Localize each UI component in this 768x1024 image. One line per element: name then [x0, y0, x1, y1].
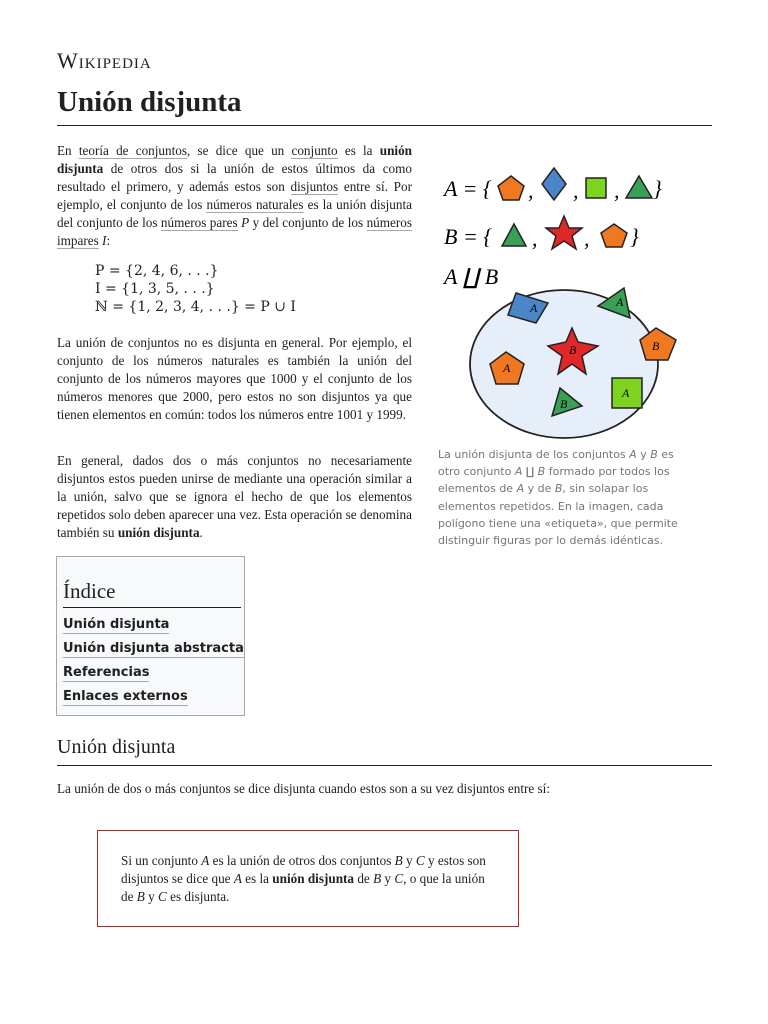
math-line-p: P = {2, 4, 6, . . .}	[95, 263, 219, 279]
close-brace-a: }	[653, 176, 662, 201]
comma-2: ,	[573, 178, 579, 203]
comma-5: ,	[584, 226, 590, 251]
triangle-shape	[626, 176, 652, 198]
intro-paragraph: En teoría de conjuntos, se dice que un conjunto es la unión disjunta de otros dos si la unión de estos últimos da como resultado el primero, y además estos son disjuntos entre sí. Por ejemplo, el conjunto de los números naturales es la unión disjunta del conjunto de los números pares P y del conjunto de los números impares I:	[57, 143, 413, 248]
comma-1: ,	[528, 178, 534, 203]
label-b-on-star: B	[569, 343, 577, 357]
link-conjunto[interactable]: conjunto	[291, 143, 338, 158]
definition-box	[97, 830, 519, 927]
pentagon-shape	[498, 176, 524, 200]
label-a-on-triangle: A	[616, 295, 624, 309]
toc-item-enlaces-externos[interactable]: Enlaces externos	[63, 689, 188, 704]
label-b-on-pentagon: B	[652, 339, 660, 353]
set-a-label: A = {	[444, 176, 492, 201]
link-numeros-pares[interactable]: números pares	[160, 215, 238, 230]
diamond-shape	[542, 168, 566, 200]
wikipedia-logo[interactable]: Wikipedia	[57, 48, 152, 73]
close-brace-b: }	[630, 224, 639, 249]
link-numeros-naturales[interactable]: números naturales	[206, 197, 304, 212]
star-shape	[546, 216, 582, 249]
square-shape	[586, 178, 606, 198]
section-paragraph: La unión de dos o más conjuntos se dice disjunta cuando estos son a su vez disjuntos entre sí:	[57, 781, 550, 796]
toc-item-union-disjunta[interactable]: Unión disjunta	[63, 617, 170, 632]
disjoint-union-figure[interactable]	[436, 160, 696, 442]
union-label: A ∐ B	[444, 264, 499, 289]
label-a-on-square: A	[622, 386, 630, 400]
section-heading-union-disjunta: Unión disjunta	[57, 736, 712, 766]
toc-item-union-disjunta-abstracta[interactable]: Unión disjunta abstracta	[63, 641, 244, 656]
set-b-label: B = {	[444, 224, 493, 249]
math-line-n: ℕ = {1, 2, 3, 4, . . .} = P ∪ I	[95, 299, 296, 315]
comma-4: ,	[532, 226, 538, 251]
math-line-i: I = {1, 3, 5, . . .}	[95, 281, 215, 297]
link-numeros-impares[interactable]: números impares	[57, 215, 412, 248]
link-disjuntos[interactable]: disjuntos	[290, 179, 339, 194]
definition-text: Si un conjunto A es la unión de otros dos conjuntos B y C y estos son disjuntos se dice que A es la unión disjunta de B y C, o que la unión de B y C es disjunta.	[121, 853, 486, 904]
comma-3: ,	[614, 178, 620, 203]
triangle-shape	[502, 224, 526, 246]
math-formula-block	[95, 262, 296, 316]
toc-title: Índice	[63, 579, 241, 608]
table-of-contents	[56, 556, 245, 716]
label-a-on-pentagon: A	[503, 361, 511, 375]
paragraph-3: En general, dados dos o más conjuntos no necesariamente disjuntos estos pueden unirse de mediante una operación similar a la unión, salvo que se ignora el hecho de que los elementos repetidos solo deben aparecer una vez. Esta operación se denomina también su unión disjunta.	[57, 453, 412, 540]
label-b-on-triangle: B	[560, 397, 568, 411]
page-title: Unión disjunta	[57, 86, 712, 126]
label-a-on-diamond: A	[530, 301, 538, 315]
paragraph-2: La unión de conjuntos no es disjunta en general. Por ejemplo, el conjunto de los números naturales es también la unión del conjunto de los números mayores que 1000 y el conjunto de los números menores que 2000, pero estos no son disjuntos ya que tienen elementos en común: todos los números entre 1001 y 1999.	[57, 335, 412, 422]
pentagon-shape	[601, 224, 627, 247]
toc-item-referencias[interactable]: Referencias	[63, 665, 150, 680]
figure-caption: La unión disjunta de los conjuntos A y B es otro conjunto A ∐ B formado por todos los elementos de A y de B, sin solapar los elementos repetidos. En la imagen, cada polígono tiene una «etiqueta», que permite distinguir figuras por lo demás idénticas.	[438, 448, 678, 548]
link-teoria-conjuntos[interactable]: teoría de conjuntos	[78, 143, 188, 158]
